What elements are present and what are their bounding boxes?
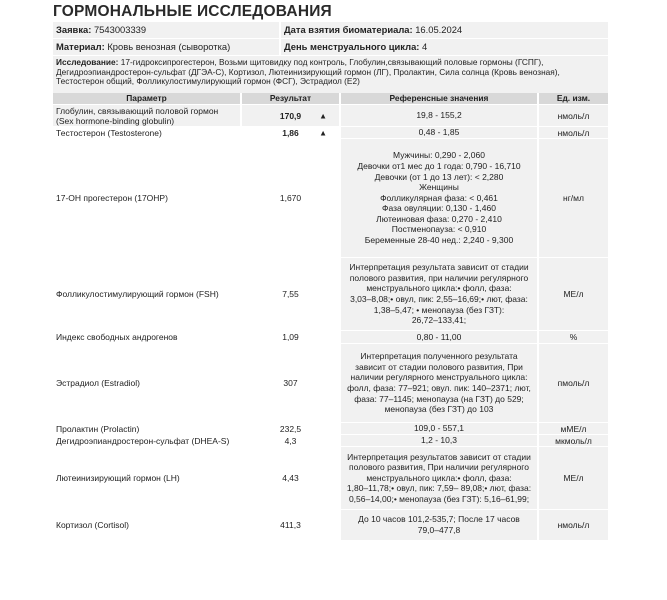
result-cell xyxy=(240,105,339,126)
result-cell xyxy=(240,127,339,138)
result-value: 232,5 xyxy=(279,423,302,434)
reference-line: 0,48 - 1,85 xyxy=(418,127,460,138)
header-unit: Ед. изм. xyxy=(537,93,608,104)
header-param: Параметр xyxy=(53,93,240,104)
reference-cell xyxy=(339,139,537,257)
param-cell: Тестостерон (Testosterone) xyxy=(53,127,240,138)
reference-line: 1,80–11,78;• овул, пик: 7,59– 89,08;• лют, фаза: xyxy=(346,483,532,494)
date-value: 16.05.2024 xyxy=(415,24,463,35)
table-row xyxy=(53,447,608,509)
result-cell xyxy=(240,435,339,446)
reference-line: 0,56–14,00;• менопауза (без ГЗТ): 5,16–61,99; xyxy=(348,493,530,504)
result-cell xyxy=(240,139,339,257)
study-label: Исследование: xyxy=(56,57,119,67)
result-cell xyxy=(240,423,339,434)
reference-line: Интерпретация результата зависит от стадии xyxy=(349,262,529,273)
date-label: Дата взятия биоматериала: xyxy=(284,24,413,35)
reference-line: 19,8 - 155,2 xyxy=(416,110,462,121)
reference-line: 79,0–477,8 xyxy=(417,525,461,535)
results-table xyxy=(53,92,608,541)
reference-line: 109,0 - 557,1 xyxy=(413,423,465,434)
reference-cell xyxy=(339,331,537,343)
table-header-row xyxy=(53,93,608,104)
reference-line: Интерпретация полученного результата xyxy=(360,351,518,362)
param-cell: Глобулин, связывающий половой гормон (Sex hormone-binding globulin) xyxy=(53,105,240,126)
table-row xyxy=(53,105,608,126)
reference-line: Женщины xyxy=(419,182,459,193)
reference-line: Мужчины: 0,290 - 2,060 xyxy=(393,150,485,161)
reference-line: наличии регулярного менструального цикла: xyxy=(350,372,528,383)
header-ref: Референсные значения xyxy=(339,93,537,104)
result-value: 1,670 xyxy=(279,193,302,203)
cycle-box xyxy=(281,39,608,55)
reference-line: Девочки от1 мес до 1 года: 0,790 - 16,710 xyxy=(357,160,521,171)
reference-line: менструального цикла:• фолл, фаза: xyxy=(366,283,512,294)
reference-line: 26,72–133,41; xyxy=(411,315,467,326)
reference-cell xyxy=(339,447,537,509)
result-cell xyxy=(240,510,339,540)
result-cell xyxy=(240,344,339,422)
request-label: Заявка: xyxy=(56,24,92,35)
reference-line: Фаза овуляции: 0,130 - 1,460 xyxy=(382,203,496,214)
reference-cell xyxy=(339,344,537,422)
table-row xyxy=(53,331,608,343)
cycle-label: День менструального цикла: xyxy=(284,41,420,52)
unit-cell: МЕ/л xyxy=(537,258,608,330)
reference-line: 1,38–5,47; • менопауза (без ГЗТ): xyxy=(373,304,505,315)
study-box xyxy=(53,56,608,93)
param-cell: Индекс свободных андрогенов xyxy=(53,331,240,343)
unit-cell: мМЕ/л xyxy=(537,423,608,434)
unit-cell: % xyxy=(537,331,608,343)
table-body xyxy=(53,105,608,540)
header-result: Результат xyxy=(240,93,339,104)
reference-line: фаза: 77–1145; менопауза (на ГЗТ) до 529; xyxy=(354,393,524,404)
above-range-flag-icon: ▲ xyxy=(319,128,327,137)
table-row xyxy=(53,344,608,422)
result-value: 7,55 xyxy=(282,289,299,299)
reference-line: фолл, фаза: 77–921; овул. пик: 140–2371; лют, xyxy=(347,383,531,393)
reference-line: Беременные 28-40 нед.: 2,240 - 9,300 xyxy=(364,235,514,246)
param-cell: Лютеинизирующий гормон (LH) xyxy=(53,447,240,509)
reference-cell xyxy=(339,127,537,138)
unit-cell: МЕ/л xyxy=(537,447,608,509)
table-row xyxy=(53,139,608,257)
material-label: Материал: xyxy=(56,41,105,52)
study-text: 17-гидроксипрогестерон, Возьми щитовидку под контроль, Глобулин,связывающий половые гормоны (ГСПГ), Дегидроэпиандростерон-сульфат (ДГЭА-С), Кортизол, Лютеинизирующий гормон (ЛГ), Пролактин, Сила солнца (Кровь венозная), Тестостерон общий, Фолликулостимулирующий гормон (ФСГ), Эстрадиол (Е2) xyxy=(56,57,560,87)
reference-line: Постменопауза: < 0,910 xyxy=(391,224,487,235)
reference-line: 0,80 - 11,00 xyxy=(416,331,462,342)
param-cell: Кортизол (Cortisol) xyxy=(53,510,240,540)
result-value: 4,43 xyxy=(282,473,299,483)
unit-cell: нмоль/л xyxy=(537,510,608,540)
reference-line: Фолликулярная фаза: < 0,461 xyxy=(380,192,498,203)
unit-cell: нмоль/л xyxy=(537,127,608,138)
request-box xyxy=(53,22,279,38)
param-cell: Пролактин (Prolactin) xyxy=(53,423,240,434)
reference-line: 1,2 - 10,3 xyxy=(421,435,457,446)
param-cell: Дегидроэпиандростерон-сульфат (DHEA-S) xyxy=(53,435,240,446)
unit-cell: мкмоль/л xyxy=(537,435,608,446)
reference-cell xyxy=(339,423,537,434)
table-row xyxy=(53,510,608,540)
reference-line: полового развития, при наличии регулярного xyxy=(349,272,529,283)
reference-line: полового развития, При наличии регулярного xyxy=(349,462,529,473)
result-value: 1,86 xyxy=(282,127,299,138)
unit-cell: нмоль/л xyxy=(537,105,608,126)
unit-cell: нг/мл xyxy=(537,139,608,257)
param-cell: Эстрадиол (Estradiol) xyxy=(53,344,240,422)
request-value: 7543003339 xyxy=(93,24,147,35)
result-value: 307 xyxy=(283,378,298,388)
reference-line: зависит от стадии полового развития, При xyxy=(355,361,523,372)
param-cell: Фолликулостимулирующий гормон (FSH) xyxy=(53,258,240,330)
table-row xyxy=(53,435,608,446)
reference-line: менопауза (без ГЗТ) до 103 xyxy=(384,404,494,415)
material-box xyxy=(53,39,279,55)
reference-line: Лютеиновая фаза: 0,270 - 2,410 xyxy=(376,213,502,224)
date-box xyxy=(281,22,608,38)
reference-cell xyxy=(339,105,537,126)
above-range-flag-icon: ▲ xyxy=(319,111,327,120)
reference-line: До 10 часов 101,2-535,7; После 17 часов xyxy=(358,514,520,525)
result-value: 4,3 xyxy=(284,435,297,446)
table-row xyxy=(53,423,608,434)
table-row xyxy=(53,258,608,330)
result-cell xyxy=(240,331,339,343)
result-value: 411,3 xyxy=(280,520,301,530)
unit-cell: пмоль/л xyxy=(537,344,608,422)
reference-cell xyxy=(339,510,537,540)
reference-cell xyxy=(339,435,537,446)
table-row xyxy=(53,127,608,138)
reference-line: Девочки (от 1 до 13 лет): < 2,280 xyxy=(374,171,504,182)
page-title: ГОРМОНАЛЬНЫЕ ИССЛЕДОВАНИЯ xyxy=(53,3,332,20)
reference-line: 3,03–8,08;• овул, пик: 2,55–16,69;• лют, фаза: xyxy=(350,294,528,304)
reference-line: Интерпретация результатов зависит от стадии xyxy=(347,451,531,462)
material-value: Кровь венозная (сыворотка) xyxy=(107,41,231,52)
result-cell xyxy=(240,447,339,509)
param-cell: 17-ОН прогестерон (17OHP) xyxy=(53,139,240,257)
reference-line: менструального цикла:• фолл, фаза: xyxy=(366,472,512,483)
result-cell xyxy=(240,258,339,330)
reference-cell xyxy=(339,258,537,330)
result-value: 1,09 xyxy=(282,332,299,342)
cycle-value: 4 xyxy=(422,41,428,52)
result-value: 170,9 xyxy=(279,110,302,121)
